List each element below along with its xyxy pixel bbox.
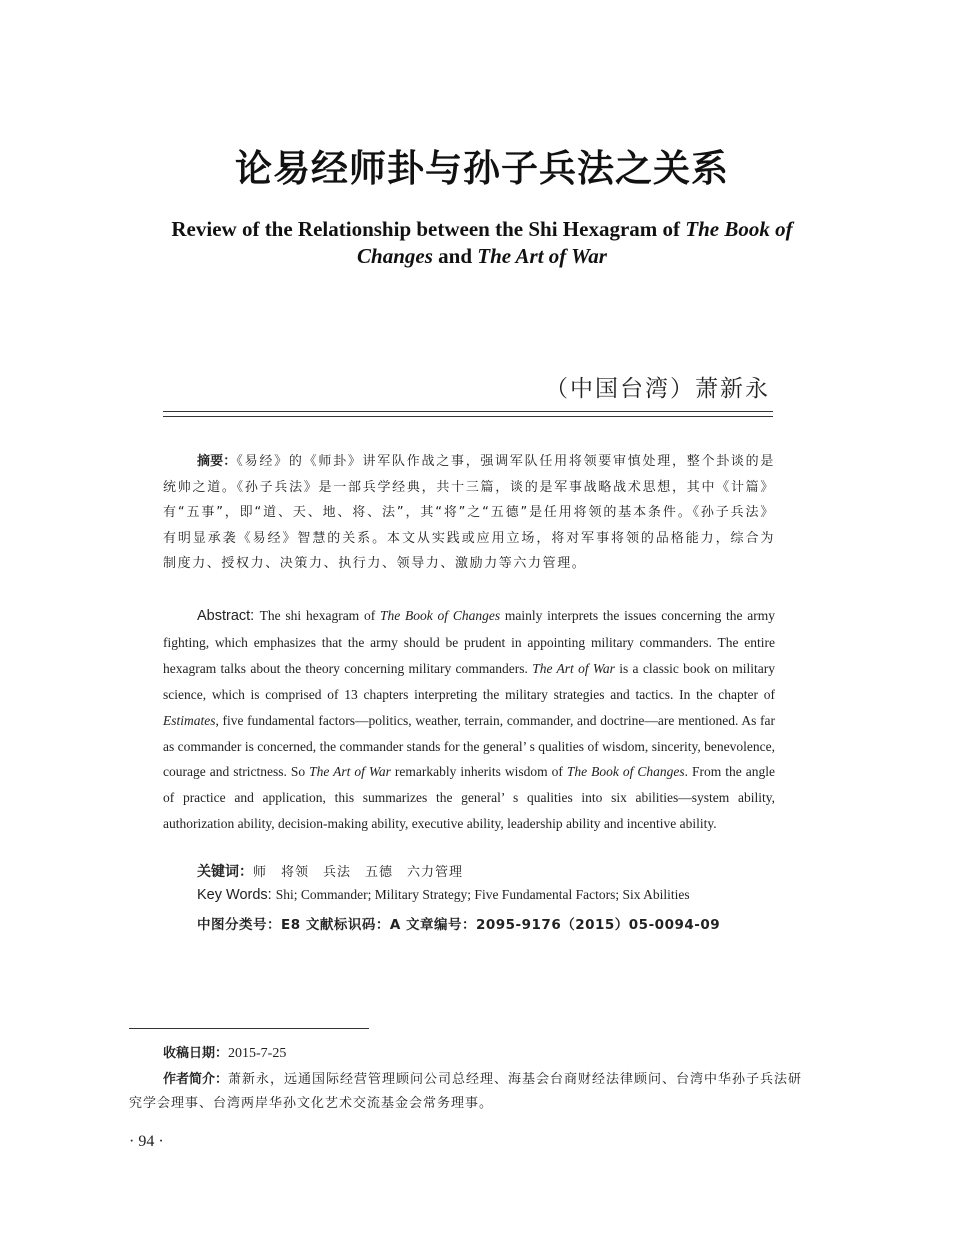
keywords-en-text: Shi; Commander; Military Strategy; Five Fundamental Factors; Six Abilities	[275, 887, 690, 902]
abstract-chinese	[163, 449, 775, 577]
title-en-italic: The Book of	[685, 217, 793, 241]
abstract-cn-label: 摘要：	[197, 454, 237, 469]
abstract-english	[163, 603, 775, 837]
title-en-part: and	[432, 244, 478, 268]
abstract-en-italic: The Book of Changes	[566, 764, 685, 780]
received-label: 收稿日期：	[163, 1046, 229, 1061]
abstract-en-text: , five fundamental factors—politics, weather, terrain, commander, and doctrine—are mentioned. As far as commander is concerned, the commander stands for the general’ s qualities of wisdom, sincerity, benevolence, courage and strictness. So	[163, 712, 775, 780]
header-rule-top	[163, 411, 773, 412]
abstract-en-text: mainly interprets the issues concerning the army fighting, which emphasizes that the army should be prudent in appointing military commanders. The entire hexagram talks about the theory concerning military commanders.	[163, 608, 775, 676]
page-number: · 94 ·	[129, 1133, 164, 1150]
received-date: 2015-7-25	[228, 1046, 287, 1061]
bio-text: 萧新永，远通国际经营管理顾问公司总经理、海基会台商财经法律顾问、台湾中华孙子兵法研究学会理事、台湾两岸华孙文化艺术交流基金会常务理事。	[129, 1072, 803, 1111]
footnote-received	[129, 1042, 809, 1066]
abstract-en-label: Abstract:	[197, 608, 260, 624]
abstract-en-text: is a classic book on military science, which is comprised of 13 chapters interpreting the military strategies and tactics. In the chapter of	[163, 660, 775, 702]
title-en-italic: The Art of War	[477, 244, 607, 268]
abstract-cn-text: 《易经》的《师卦》讲军队作战之事，强调军队任用将领要审慎处理，整个卦谈的是统帅之道。《孙子兵法》是一部兵学经典，共十三篇，谈的是军事战略战术思想，其中《计篇》有“五事”，即“道、天、地、将、法”，其“将”之“五德”是任用将领的基本条件。《孙子兵法》有明显承袭《易经》智慧的关系。本文从实践或应用立场，将对军事将领的品格能力，综合为制度力、授权力、决策力、执行力、领导力、激励力等六力管理。	[163, 454, 775, 572]
abstract-en-text: . From the angle of practice and application, this summarizes the general’ s qualities into six abilities—system ability, authorization ability, decision-making ability, executive ability, leadership ability and incentive ability.	[163, 764, 775, 832]
abstract-en-italic: The Book of Changes	[380, 608, 501, 623]
keywords-english	[197, 887, 690, 903]
keywords-chinese	[197, 861, 463, 881]
bio-label: 作者简介：	[163, 1072, 229, 1087]
title-english	[140, 216, 824, 270]
keywords-cn-text: 师 将领 兵法 五德 六力管理	[253, 865, 464, 880]
abstract-en-italic: The Art of War	[309, 764, 391, 780]
keywords-cn-label: 关键词：	[197, 864, 253, 880]
classification-line: 中图分类号：E8 文献标识码：A 文章编号：2095-9176（2015）05-0094-09	[197, 917, 721, 933]
footnote-rule	[129, 1028, 369, 1029]
keywords-en-label: Key Words:	[197, 887, 276, 903]
abstract-en-text: The shi hexagram of	[259, 608, 380, 623]
header-rule-bottom	[163, 416, 773, 417]
title-en-part: Review of the Relationship between the Shi Hexagram of	[171, 217, 686, 241]
abstract-en-italic: Estimates	[163, 712, 216, 728]
title-chinese: 论易经师卦与孙子兵法之关系	[235, 147, 729, 190]
title-en-italic: Changes	[357, 244, 433, 268]
footnote-bio	[129, 1068, 809, 1116]
author-line: （中国台湾）萧新永	[545, 376, 770, 402]
abstract-en-text: remarkably inherits wisdom of	[390, 764, 567, 780]
abstract-en-italic: The Art of War	[532, 660, 615, 676]
